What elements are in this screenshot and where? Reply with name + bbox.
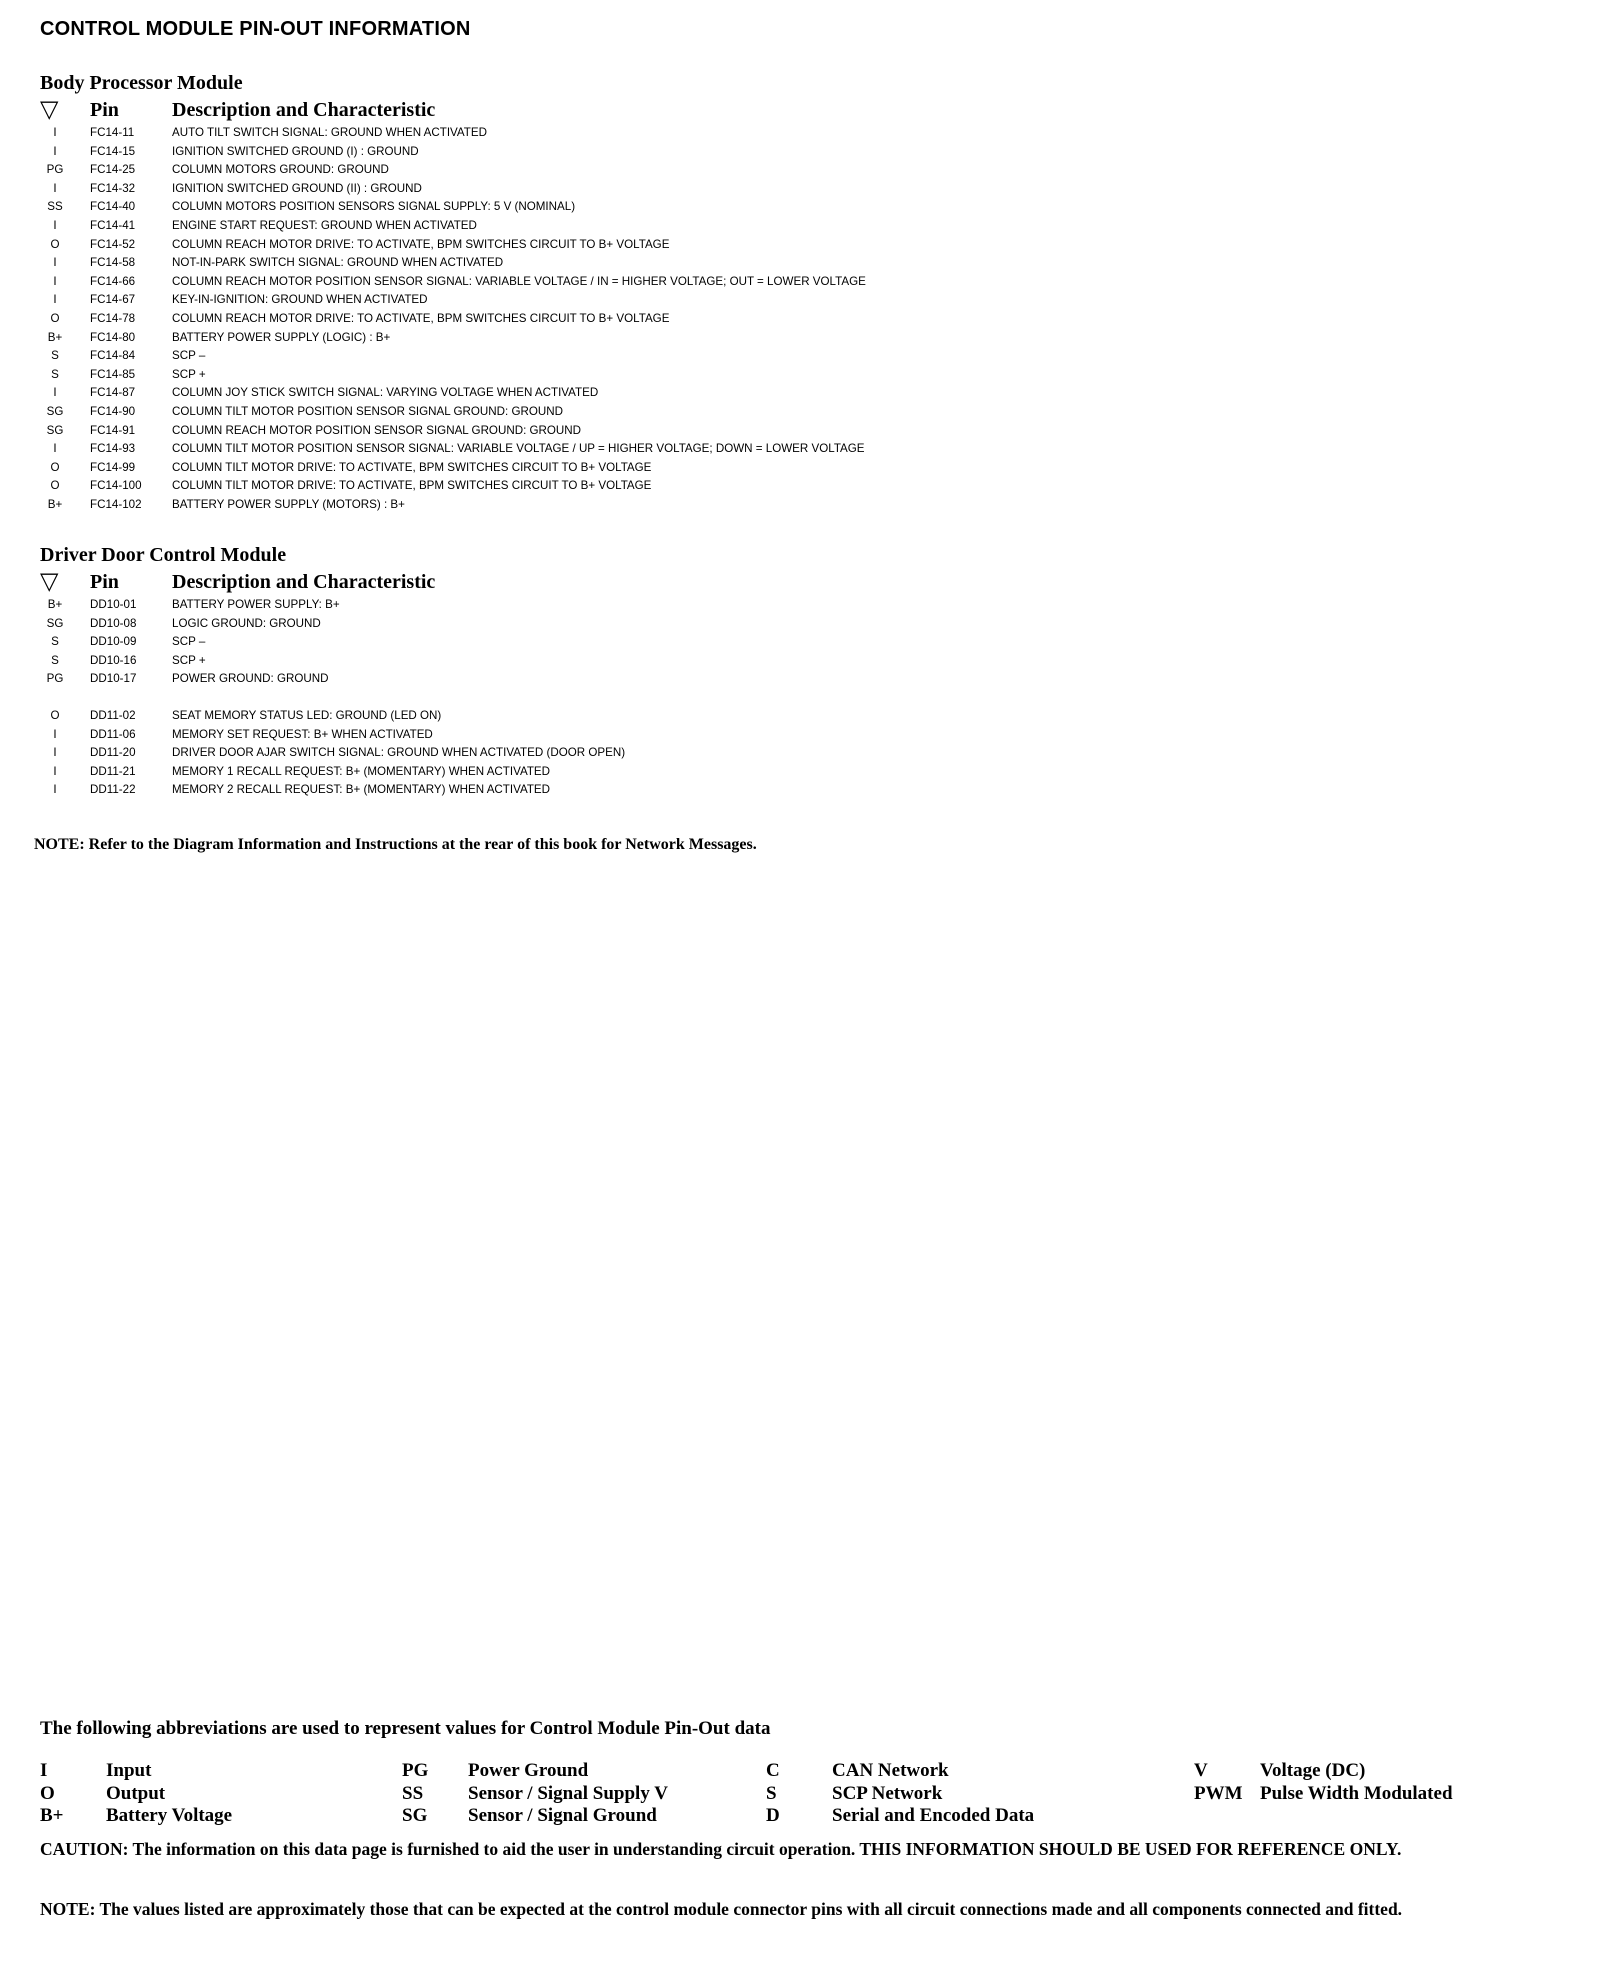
io-type: S xyxy=(51,349,59,363)
io-type: I xyxy=(53,126,57,139)
pin-id: FC14-87 xyxy=(90,386,136,400)
pin-id: FC14-91 xyxy=(90,423,136,437)
pin-description: COLUMN MOTORS POSITION SENSORS SIGNAL SUPPLY: 5 V (NOMINAL) xyxy=(172,200,576,214)
abbreviations-col-4 xyxy=(1194,1760,1453,1805)
io-type: O xyxy=(50,708,60,722)
abbreviations-col-3 xyxy=(766,1760,1034,1828)
pin-description: COLUMN MOTORS GROUND: GROUND xyxy=(172,163,389,177)
triangle-icon: ▽ xyxy=(40,97,59,123)
description-header: Description and Characteristic xyxy=(172,570,436,593)
abbreviation-item: B+ Battery Voltage xyxy=(40,1805,233,1826)
caution-note: CAUTION: The information on this data page is furnished to aid the user in understanding circuit operation. THIS INFORMATION SHOULD BE USED FOR REFERENCE ONLY. xyxy=(40,1839,1402,1859)
pin-id: FC14-40 xyxy=(90,200,136,214)
pin-description: IGNITION SWITCHED GROUND (II) : GROUND xyxy=(172,181,422,195)
pin-description: KEY-IN-IGNITION: GROUND WHEN ACTIVATED xyxy=(172,293,428,307)
pin-description: MEMORY SET REQUEST: B+ WHEN ACTIVATED xyxy=(172,727,433,741)
io-type: SS xyxy=(47,200,63,214)
bpm-title: Body Processor Module xyxy=(40,72,243,94)
ddcm-section xyxy=(40,542,1560,800)
pin-id: FC14-11 xyxy=(90,126,135,139)
pin-id: FC14-15 xyxy=(90,144,136,158)
io-type: I xyxy=(53,442,57,456)
ddcm-pin-table-dd11 xyxy=(40,707,1560,800)
pin-row xyxy=(40,366,1560,385)
bpm-pin-table xyxy=(40,124,1560,514)
pin-description: COLUMN REACH MOTOR DRIVE: TO ACTIVATE, BPM SWITCHES CIRCUIT TO B+ VOLTAGE xyxy=(172,311,670,325)
io-type: I xyxy=(53,218,57,232)
pin-id: FC14-80 xyxy=(90,330,136,344)
pin-row xyxy=(40,254,1560,273)
abbreviation-item: PG Power Ground xyxy=(402,1760,589,1781)
io-type: I xyxy=(53,144,57,158)
abbreviation-item: SS Sensor / Signal Supply V xyxy=(402,1782,668,1804)
pin-id: FC14-100 xyxy=(90,479,142,493)
pin-row xyxy=(40,217,1560,236)
pin-description: COLUMN REACH MOTOR POSITION SENSOR SIGNAL: VARIABLE VOLTAGE / IN = HIGHER VOLTAGE; OUT = LOWER VOLTAGE xyxy=(172,274,866,288)
pin-id: DD10-17 xyxy=(90,672,137,686)
pin-row xyxy=(40,496,1560,515)
pin-id: FC14-25 xyxy=(90,163,136,177)
pin-id: FC14-41 xyxy=(90,218,136,232)
pin-row xyxy=(40,781,1560,800)
pin-description: MEMORY 2 RECALL REQUEST: B+ (MOMENTARY) WHEN ACTIVATED xyxy=(172,783,551,797)
abbreviation-item: PWM Pulse Width Modulated xyxy=(1194,1782,1453,1804)
pin-row xyxy=(40,744,1560,763)
pin-description: LOGIC GROUND: GROUND xyxy=(172,616,321,630)
pin-row xyxy=(40,440,1560,459)
io-type: O xyxy=(50,479,60,493)
network-note: NOTE: Refer to the Diagram Information and Instructions at the rear of this book for Network Messages. xyxy=(34,836,757,853)
pin-description: COLUMN REACH MOTOR DRIVE: TO ACTIVATE, BPM SWITCHES CIRCUIT TO B+ VOLTAGE xyxy=(172,237,670,251)
pin-id: FC14-85 xyxy=(90,367,136,381)
abbreviations-col-1 xyxy=(40,1760,232,1828)
pin-id: FC14-99 xyxy=(90,460,136,474)
pin-row xyxy=(40,422,1560,441)
pin-id: FC14-84 xyxy=(90,349,136,363)
pin-description: COLUMN TILT MOTOR POSITION SENSOR SIGNAL: VARIABLE VOLTAGE / UP = HIGHER VOLTAGE; DOWN = LOWER VOLTAGE xyxy=(172,442,865,456)
pin-id: FC14-32 xyxy=(90,181,136,195)
io-type: I xyxy=(53,386,57,400)
io-type: I xyxy=(53,293,57,307)
pin-row xyxy=(40,310,1560,329)
pin-row xyxy=(40,143,1560,162)
pin-header: Pin xyxy=(90,570,119,593)
io-type: O xyxy=(50,237,60,251)
pin-id: FC14-78 xyxy=(90,311,136,325)
io-type: S xyxy=(51,653,59,667)
abbreviation-item: O Output xyxy=(40,1782,166,1804)
pin-id: DD11-20 xyxy=(90,746,136,760)
triangle-icon: ▽ xyxy=(40,569,59,595)
abbreviation-item: SG Sensor / Signal Ground xyxy=(402,1805,657,1826)
pin-id: FC14-52 xyxy=(90,237,136,251)
pin-description: BATTERY POWER SUPPLY (LOGIC) : B+ xyxy=(172,330,391,344)
pin-id: FC14-90 xyxy=(90,404,136,418)
io-type: SG xyxy=(46,404,64,418)
io-type: PG xyxy=(46,672,64,686)
pin-description: BATTERY POWER SUPPLY (MOTORS) : B+ xyxy=(172,497,405,511)
pin-id: FC14-67 xyxy=(90,293,136,307)
pin-row xyxy=(40,236,1560,255)
pin-description: SCP + xyxy=(172,367,206,381)
io-type: I xyxy=(53,764,57,778)
pin-description: SEAT MEMORY STATUS LED: GROUND (LED ON) xyxy=(172,708,442,722)
bpm-table-header xyxy=(40,96,1560,124)
pin-row xyxy=(40,291,1560,310)
pin-id: DD11-06 xyxy=(90,727,136,741)
io-type: PG xyxy=(46,163,64,177)
pin-id: DD10-01 xyxy=(90,598,137,611)
pin-row xyxy=(40,596,1560,615)
io-type: O xyxy=(50,460,60,474)
abbreviation-item: V Voltage (DC) xyxy=(1194,1760,1366,1781)
pin-id: DD10-08 xyxy=(90,616,137,630)
ddcm-pin-table-dd10 xyxy=(40,596,1560,689)
pin-id: DD11-02 xyxy=(90,708,136,722)
pin-description: SCP – xyxy=(172,349,206,363)
pin-id: DD11-21 xyxy=(90,764,136,778)
pin-row xyxy=(40,652,1560,671)
pin-description: SCP – xyxy=(172,635,206,649)
page-title: CONTROL MODULE PIN-OUT INFORMATION xyxy=(40,18,471,40)
abbreviation-item: C CAN Network xyxy=(766,1760,949,1781)
pin-row xyxy=(40,726,1560,745)
pin-row xyxy=(40,763,1560,782)
pin-row xyxy=(40,633,1560,652)
pin-row xyxy=(40,180,1560,199)
pin-id: FC14-58 xyxy=(90,256,136,270)
pin-id: DD10-16 xyxy=(90,653,137,667)
io-type: I xyxy=(53,783,57,797)
pin-description: DRIVER DOOR AJAR SWITCH SIGNAL: GROUND WHEN ACTIVATED (DOOR OPEN) xyxy=(172,746,626,760)
pin-row xyxy=(40,384,1560,403)
io-type: SG xyxy=(46,423,64,437)
io-type: I xyxy=(53,746,57,760)
pin-description: COLUMN JOY STICK SWITCH SIGNAL: VARYING VOLTAGE WHEN ACTIVATED xyxy=(172,386,599,400)
pin-description: NOT-IN-PARK SWITCH SIGNAL: GROUND WHEN ACTIVATED xyxy=(172,256,504,270)
pin-row xyxy=(40,459,1560,478)
io-type: O xyxy=(50,311,60,325)
pin-header: Pin xyxy=(90,98,119,121)
pin-row xyxy=(40,329,1560,348)
description-header: Description and Characteristic xyxy=(172,98,436,121)
io-type: B+ xyxy=(47,497,63,511)
ddcm-title: Driver Door Control Module xyxy=(40,544,287,566)
pin-description: AUTO TILT SWITCH SIGNAL: GROUND WHEN ACTIVATED xyxy=(172,126,487,139)
pin-description: IGNITION SWITCHED GROUND (I) : GROUND xyxy=(172,144,419,158)
pin-description: ENGINE START REQUEST: GROUND WHEN ACTIVATED xyxy=(172,218,477,232)
pin-id: DD10-09 xyxy=(90,635,137,649)
pin-description: BATTERY POWER SUPPLY: B+ xyxy=(172,598,340,611)
io-type: I xyxy=(53,256,57,270)
abbreviations-intro: The following abbreviations are used to represent values for Control Module Pin-Out data xyxy=(40,1718,771,1739)
pin-row xyxy=(40,477,1560,496)
abbreviation-item: S SCP Network xyxy=(766,1782,943,1804)
pin-row xyxy=(40,347,1560,366)
bpm-section xyxy=(40,70,1560,514)
abbreviation-item: I Input xyxy=(40,1760,152,1781)
pin-row xyxy=(40,161,1560,180)
pin-row xyxy=(40,707,1560,726)
io-type: SG xyxy=(46,616,64,630)
io-type: I xyxy=(53,727,57,741)
values-note: NOTE: The values listed are approximately those that can be expected at the control module connector pins with all circuit connections made and all components connected and fitted. xyxy=(40,1899,1403,1919)
pin-row xyxy=(40,403,1560,422)
ddcm-table-header xyxy=(40,568,1560,596)
pin-id: DD11-22 xyxy=(90,783,136,797)
pin-description: POWER GROUND: GROUND xyxy=(172,672,329,686)
io-type: S xyxy=(51,635,59,649)
pin-description: COLUMN TILT MOTOR DRIVE: TO ACTIVATE, BPM SWITCHES CIRCUIT TO B+ VOLTAGE xyxy=(172,479,652,493)
pin-row xyxy=(40,273,1560,292)
io-type: S xyxy=(51,367,59,381)
io-type: B+ xyxy=(47,330,63,344)
pin-description: COLUMN TILT MOTOR POSITION SENSOR SIGNAL GROUND: GROUND xyxy=(172,404,564,418)
pin-row xyxy=(40,124,1560,143)
pin-description: COLUMN TILT MOTOR DRIVE: TO ACTIVATE, BPM SWITCHES CIRCUIT TO B+ VOLTAGE xyxy=(172,460,652,474)
io-type: I xyxy=(53,274,57,288)
pin-row xyxy=(40,198,1560,217)
pin-id: FC14-93 xyxy=(90,442,136,456)
abbreviations-col-2 xyxy=(402,1760,668,1828)
pin-id: FC14-66 xyxy=(90,274,136,288)
pin-description: SCP + xyxy=(172,653,206,667)
abbreviation-item: D Serial and Encoded Data xyxy=(766,1805,1035,1826)
pin-row xyxy=(40,615,1560,634)
pin-row xyxy=(40,670,1560,689)
pin-id: FC14-102 xyxy=(90,497,142,511)
io-type: B+ xyxy=(47,598,63,611)
pin-description: COLUMN REACH MOTOR POSITION SENSOR SIGNAL GROUND: GROUND xyxy=(172,423,582,437)
io-type: I xyxy=(53,181,57,195)
pin-description: MEMORY 1 RECALL REQUEST: B+ (MOMENTARY) WHEN ACTIVATED xyxy=(172,764,551,778)
